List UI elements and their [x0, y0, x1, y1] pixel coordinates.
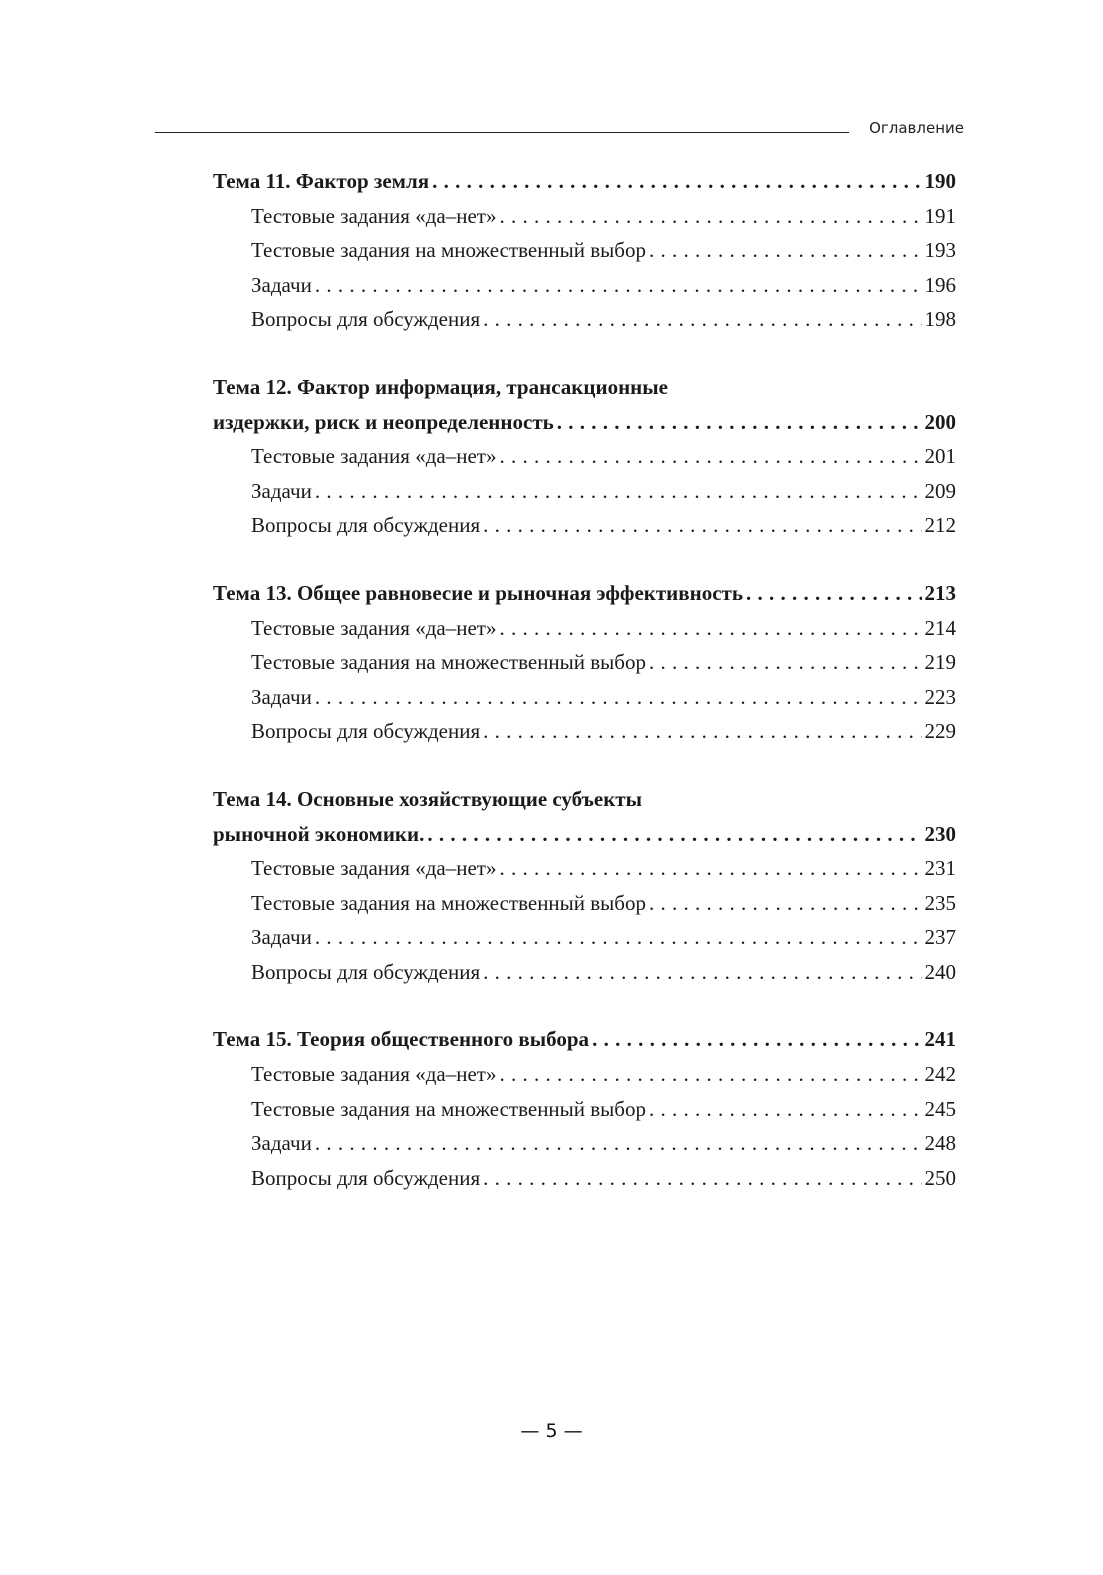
toc-entry-title: Задачи: [251, 684, 312, 709]
toc-entry[interactable]: [213, 508, 956, 543]
dot-leader: [649, 233, 922, 268]
toc-entry-page: 209: [924, 478, 956, 503]
toc-entry-page: 229: [924, 719, 956, 744]
toc-topic-title: рыночной экономики.: [213, 821, 425, 846]
toc-topic-line[interactable]: [213, 817, 956, 852]
toc-entry-page: 214: [924, 615, 956, 640]
dot-leader: [315, 268, 922, 303]
toc-entry-title: Вопросы для обсуждения: [251, 513, 481, 538]
toc-entry-page: 231: [924, 856, 956, 881]
toc-entry-title: Тестовые задания «да–нет»: [251, 444, 497, 469]
dot-leader: [315, 474, 922, 509]
table-of-contents: [213, 164, 956, 1228]
toc-entry[interactable]: [213, 886, 956, 921]
toc-entry-title: Задачи: [251, 272, 312, 297]
toc-topic-page: 213: [924, 580, 956, 605]
toc-entry-page: 240: [924, 959, 956, 984]
toc-entry-page: 191: [924, 203, 956, 228]
toc-entry-page: 201: [924, 444, 956, 469]
running-head: [155, 119, 964, 141]
toc-entry-title: Задачи: [251, 478, 312, 503]
toc-topic-page: 230: [924, 821, 956, 846]
header-rule: [155, 132, 849, 133]
dot-leader: [483, 714, 921, 749]
toc-entry-page: 193: [924, 238, 956, 263]
toc-entry-title: Тестовые задания на множественный выбор: [251, 238, 646, 263]
toc-topic-line[interactable]: [213, 405, 956, 440]
toc-entry[interactable]: [213, 233, 956, 268]
toc-topic-page: 200: [924, 409, 956, 434]
toc-topic-title: Тема 11. Фактор земля: [213, 169, 430, 193]
toc-topic-title: издержки, риск и неопределенность: [213, 409, 554, 434]
toc-entry-page: 223: [924, 684, 956, 709]
dot-leader: [483, 1161, 921, 1196]
toc-entry[interactable]: [213, 955, 956, 990]
toc-entry-title: Тестовые задания на множественный выбор: [251, 650, 646, 675]
toc-entry[interactable]: [213, 611, 956, 646]
dot-leader: [649, 886, 922, 921]
toc-entry-title: Тестовые задания на множественный выбор: [251, 1096, 646, 1121]
toc-entry[interactable]: [213, 1126, 956, 1161]
dot-leader: [499, 199, 921, 234]
toc-section: [213, 370, 956, 543]
toc-entry-page: 196: [924, 272, 956, 297]
dot-leader: [649, 1092, 922, 1127]
toc-entry-title: Тестовые задания «да–нет»: [251, 615, 497, 640]
toc-entry[interactable]: [213, 302, 956, 337]
dot-leader: [746, 576, 922, 611]
toc-topic-line[interactable]: [213, 576, 956, 611]
toc-section: [213, 1022, 956, 1195]
toc-entry[interactable]: [213, 920, 956, 955]
dot-leader: [592, 1022, 921, 1057]
dot-leader: [649, 645, 922, 680]
toc-entry-title: Тестовые задания «да–нет»: [251, 1062, 497, 1087]
dot-leader: [499, 1057, 921, 1092]
page-number: — 5 —: [520, 1420, 583, 1442]
toc-entry[interactable]: [213, 474, 956, 509]
toc-entry[interactable]: [213, 439, 956, 474]
toc-entry-title: Вопросы для обсуждения: [251, 1165, 481, 1190]
toc-topic-line[interactable]: [213, 782, 956, 817]
toc-entry-page: 250: [924, 1165, 956, 1190]
toc-entry-title: Вопросы для обсуждения: [251, 959, 481, 984]
dot-leader: [315, 680, 922, 715]
dot-leader: [483, 955, 921, 990]
toc-entry-page: 248: [924, 1131, 956, 1156]
toc-entry-page: 198: [924, 307, 956, 332]
toc-topic-title: Тема 14. Основные хозяйствующие субъекты: [213, 786, 643, 811]
dot-leader: [315, 920, 922, 955]
toc-section: [213, 164, 956, 337]
toc-entry[interactable]: [213, 680, 956, 715]
toc-entry[interactable]: [213, 645, 956, 680]
running-head-title: Оглавление: [869, 119, 964, 137]
toc-entry-title: Вопросы для обсуждения: [251, 719, 481, 744]
toc-topic-title: Тема 12. Фактор информация, трансакционные: [213, 374, 668, 399]
toc-section: [213, 576, 956, 749]
dot-leader: [557, 405, 922, 440]
toc-entry-title: Задачи: [251, 1131, 312, 1156]
toc-entry[interactable]: [213, 1092, 956, 1127]
dot-leader: [499, 439, 921, 474]
toc-entry[interactable]: [213, 268, 956, 303]
toc-entry-page: 235: [924, 890, 956, 915]
toc-topic-page: 190: [924, 169, 956, 193]
dot-leader: [483, 302, 921, 337]
toc-entry[interactable]: [213, 851, 956, 886]
toc-entry-title: Тестовые задания на множественный выбор: [251, 890, 646, 915]
dot-leader: [427, 817, 921, 852]
toc-entry[interactable]: [213, 199, 956, 234]
dot-leader: [499, 611, 921, 646]
toc-entry-title: Вопросы для обсуждения: [251, 307, 481, 332]
dot-leader: [432, 164, 921, 199]
toc-entry[interactable]: [213, 1161, 956, 1196]
dot-leader: [483, 508, 921, 543]
toc-entry-title: Тестовые задания «да–нет»: [251, 203, 497, 228]
toc-entry-title: Тестовые задания «да–нет»: [251, 856, 497, 881]
toc-topic-title: Тема 13. Общее равновесие и рыночная эффективность: [213, 580, 743, 605]
toc-entry-page: 242: [924, 1062, 956, 1087]
toc-entry-page: 245: [924, 1096, 956, 1121]
toc-topic-line[interactable]: [213, 370, 956, 405]
dot-leader: [315, 1126, 922, 1161]
toc-topic-line[interactable]: [213, 164, 956, 199]
dot-leader: [499, 851, 921, 886]
toc-topic-title: Тема 15. Теория общественного выбора: [213, 1027, 590, 1052]
toc-entry[interactable]: [213, 714, 956, 749]
toc-entry-page: 219: [924, 650, 956, 675]
toc-entry-page: 237: [924, 925, 956, 950]
toc-entry-page: 212: [924, 513, 956, 538]
toc-section: [213, 782, 956, 990]
toc-entry-title: Задачи: [251, 925, 312, 950]
toc-topic-page: 241: [924, 1027, 956, 1052]
toc-topic-line[interactable]: [213, 1022, 956, 1057]
toc-entry[interactable]: [213, 1057, 956, 1092]
